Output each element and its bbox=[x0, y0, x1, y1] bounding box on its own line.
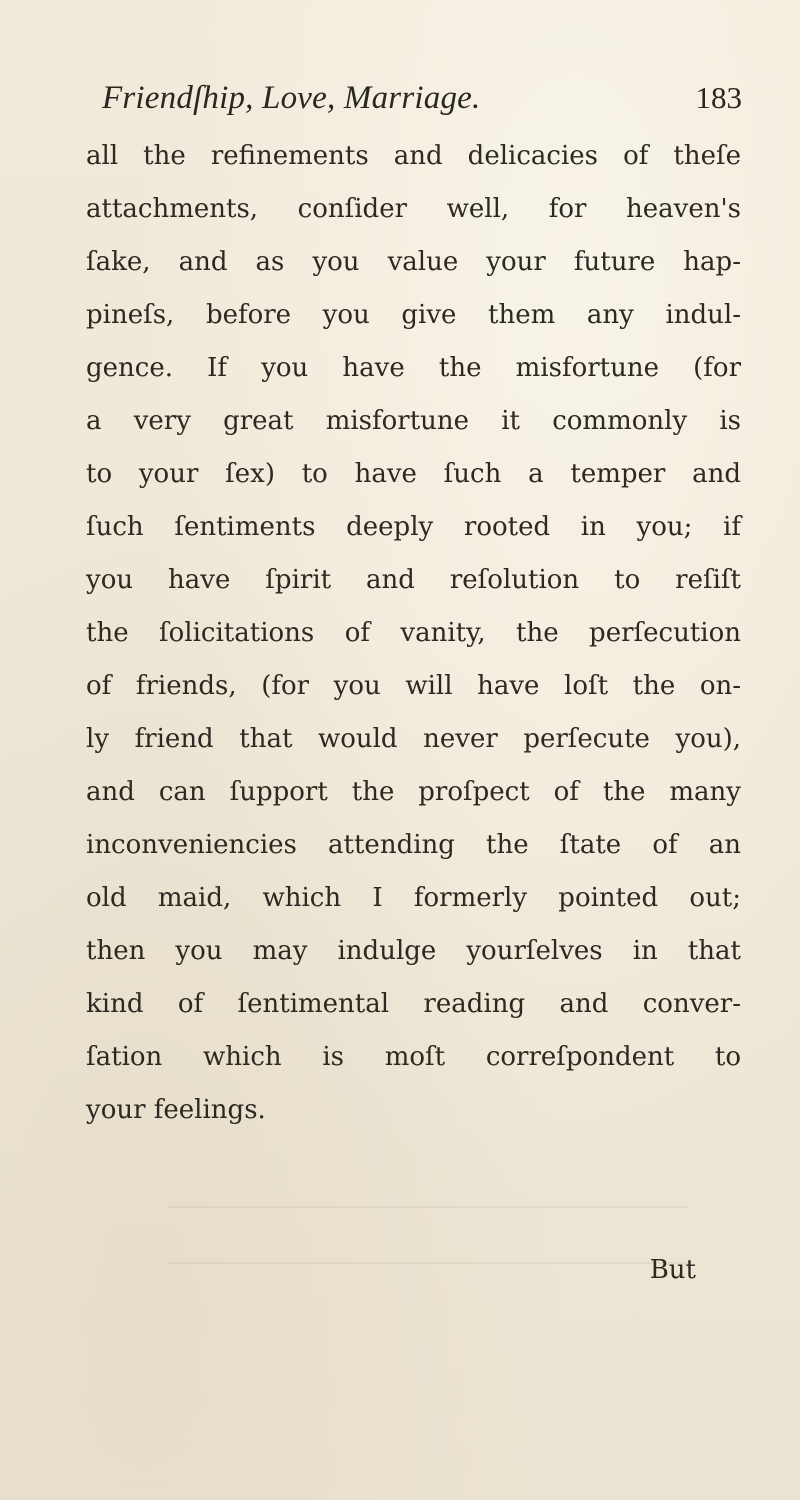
page-number: 183 bbox=[695, 80, 742, 115]
text-line: ſation which is moſt correſpondent to bbox=[86, 1042, 741, 1072]
text-line: then you may indulge yourſelves in that bbox=[86, 936, 741, 966]
running-head bbox=[102, 74, 742, 122]
body-text bbox=[86, 130, 741, 1137]
catchword: But bbox=[649, 1255, 696, 1285]
text-line: you have ſpirit and reſolution to reſiſt bbox=[86, 565, 741, 595]
show-through-line bbox=[167, 1224, 693, 1264]
paper-show-through bbox=[170, 1168, 690, 1288]
text-line: gence. If you have the misfortune (for bbox=[86, 353, 741, 383]
text-line-last: your feelings. bbox=[86, 1095, 266, 1125]
show-through-line bbox=[167, 1168, 693, 1208]
text-line: old maid, which I formerly pointed out; bbox=[86, 883, 741, 913]
text-line: attachments, conſider well, for heaven's bbox=[86, 194, 741, 224]
text-line: ly friend that would never perſecute you), bbox=[86, 724, 741, 754]
text-line: inconveniencies attending the ſtate of an bbox=[86, 830, 741, 860]
text-line: kind of ſentimental reading and conver- bbox=[86, 989, 741, 1019]
text-line: all the refinements and delicacies of theſe bbox=[86, 141, 741, 171]
text-line: to your ſex) to have ſuch a temper and bbox=[86, 459, 741, 489]
text-line: ſuch ſentiments deeply rooted in you; if bbox=[86, 512, 741, 542]
text-line: the ſolicitations of vanity, the perſecution bbox=[86, 618, 741, 648]
text-line: of friends, (for you will have loſt the on- bbox=[86, 671, 741, 701]
text-line: pineſs, before you give them any indul- bbox=[86, 300, 741, 330]
text-line: and can ſupport the proſpect of the many bbox=[86, 777, 741, 807]
text-line: a very great misfortune it commonly is bbox=[86, 406, 741, 436]
text-line: ſake, and as you value your future hap- bbox=[86, 247, 741, 277]
running-title: Friendſhip, Love, Marriage. bbox=[102, 80, 481, 116]
